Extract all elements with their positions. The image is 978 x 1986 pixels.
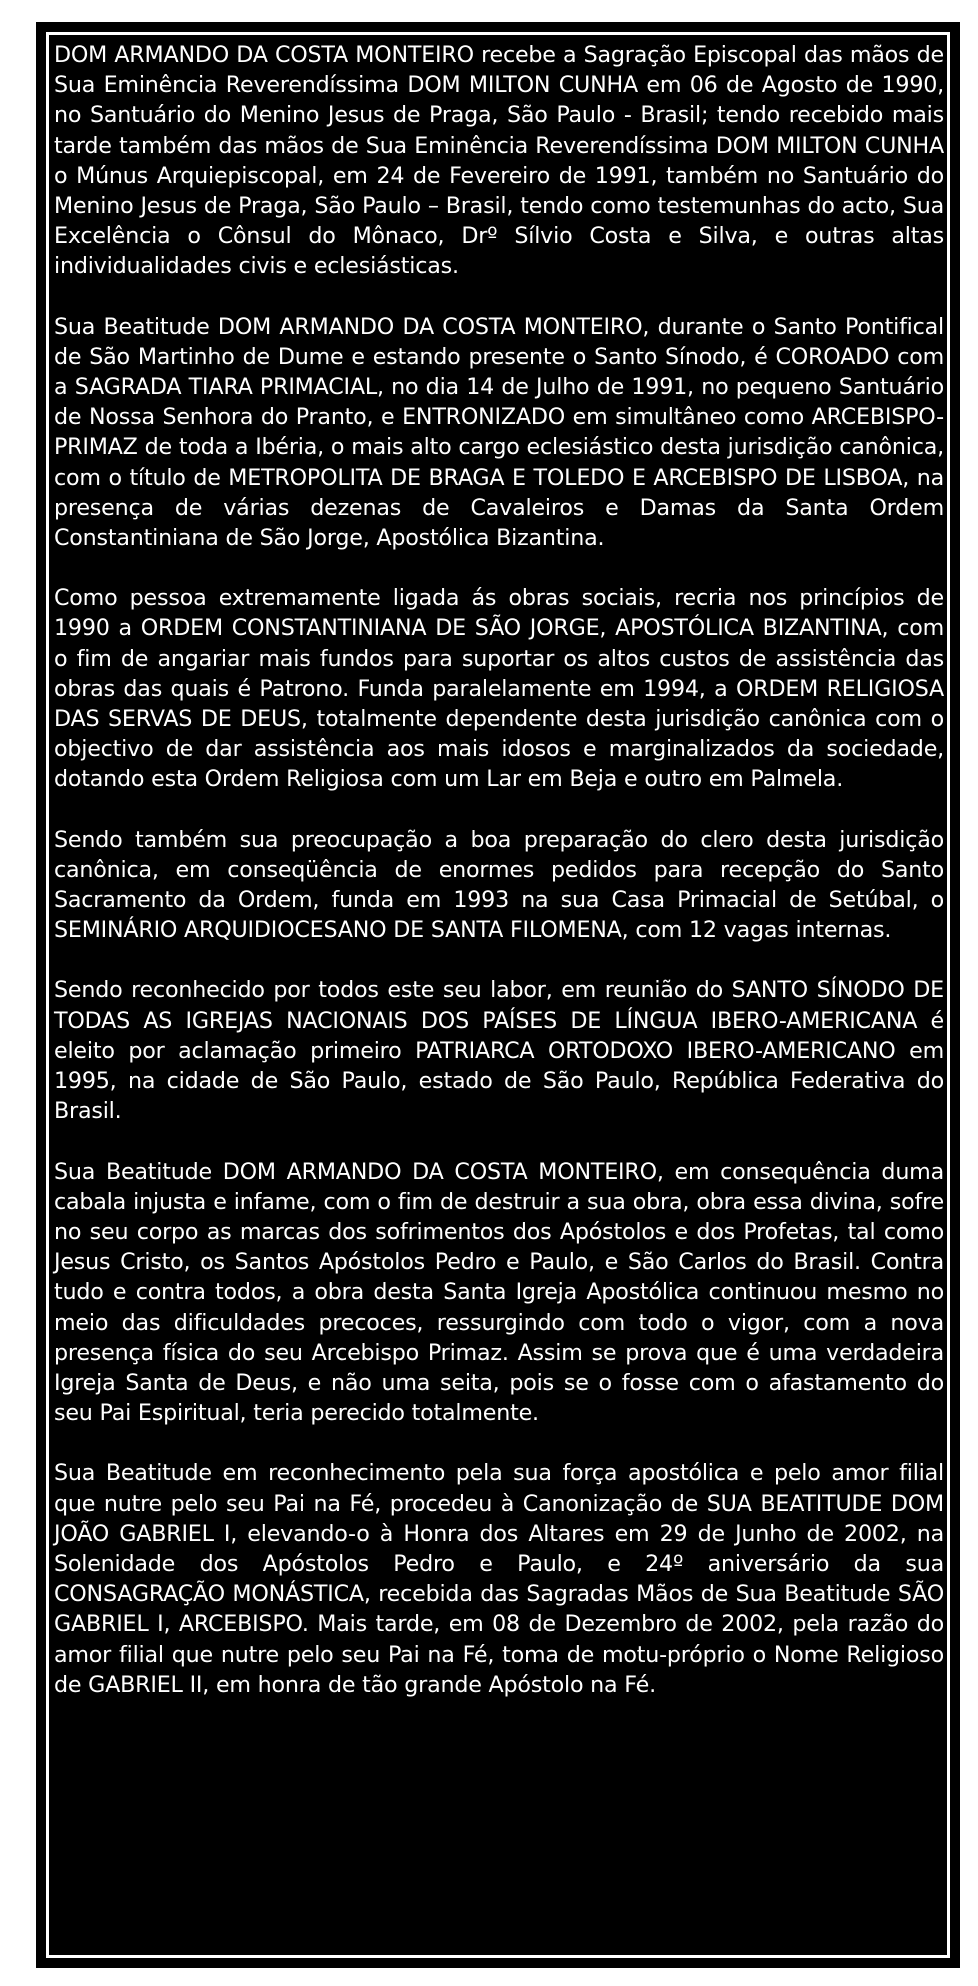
document-panel <box>36 22 960 1968</box>
paragraph-primatial-coronation: Sua Beatitude DOM ARMANDO DA COSTA MONTEIRO, durante o Santo Pontifical de São Martinho de Dume e estando presente o Santo Sínodo, é COROADO com a SAGRADA TIARA PRIMACIAL, no dia 14 de Julho de 1991, no pequeno Santuário de Nossa Senhora do Pranto, e ENTRONIZADO em simultâneo como ARCEBISPO-PRIMAZ de toda a Ibéria, o mais alto cargo eclesiástico desta jurisdição canônica, com o título de METROPOLITA DE BRAGA E TOLEDO E ARCEBISPO DE LISBOA, na presença de várias dezenas de Cavaleiros e Damas da Santa Ordem Constantiniana de São Jorge, Apostólica Bizantina. <box>54 313 944 552</box>
paragraph-persecution: Sua Beatitude DOM ARMANDO DA COSTA MONTEIRO, em consequência duma cabala injusta e infame, com o fim de destruir a sua obra, obra essa divina, sofre no seu corpo as marcas dos sofrimentos dos Apóstolos e dos Profetas, tal como Jesus Cristo, os Santos Apóstolos Pedro e Paulo, e São Carlos do Brasil. Contra tudo e contra todos, a obra desta Santa Igreja Apostólica continuou mesmo no meio das dificuldades precoces, ressurgindo com todo o vigor, com a nova presença física do seu Arcebispo Primaz. Assim se prova que é uma verdadeira Igreja Santa de Deus, e não uma seita, pois se o fosse com o afastamento do seu Pai Espiritual, teria perecido totalmente. <box>54 1158 944 1427</box>
paragraph-social-works: Como pessoa extremamente ligada ás obras sociais, recria nos princípios de 1990 a ORDEM CONSTANTINIANA DE SÃO JORGE, APOSTÓLICA BIZANTINA, com o fim de angariar mais fundos para suportar os altos custos de assistência das obras das quais é Patrono. Funda paralelamente em 1994, a ORDEM RELIGIOSA DAS SERVAS DE DEUS, totalmente dependente desta jurisdição canônica com o objectivo de dar assistência aos mais idosos e marginalizados da sociedade, dotando esta Ordem Religiosa com um Lar em Beja e outro em Palmela. <box>54 585 944 793</box>
paragraph-episcopal-consecration: DOM ARMANDO DA COSTA MONTEIRO recebe a Sagração Episcopal das mãos de Sua Eminência Reverendíssima DOM MILTON CUNHA em 06 de Agosto de 1990, no Santuário do Menino Jesus de Praga, São Paulo - Brasil; tendo recebido mais tarde também das mãos de Sua Eminência Reverendíssima DOM MILTON CUNHA o Múnus Arquiepiscopal, em 24 de Fevereiro de 1991, também no Santuário do Menino Jesus de Praga, São Paulo – Brasil, tendo como testemunhas do acto, Sua Excelência o Cônsul do Mônaco, Drº Sílvio Costa e Silva, e outras altas individualidades civis e eclesiásticas. <box>54 42 944 280</box>
paragraph-seminary: Sendo também sua preocupação a boa preparação do clero desta jurisdição canônica, em conseqüência de enormes pedidos para recepção do Santo Sacramento da Ordem, funda em 1993 na sua Casa Primacial de Setúbal, o SEMINÁRIO ARQUIDIOCESANO DE SANTA FILOMENA, com 12 vagas internas. <box>54 826 944 944</box>
paragraph-canonization: Sua Beatitude em reconhecimento pela sua força apostólica e pelo amor filial que nutre pelo seu Pai na Fé, procedeu à Canonização de SUA BEATITUDE DOM JOÃO GABRIEL I, elevando-o à Honra dos Altares em 29 de Junho de 2002, na Solenidade dos Apóstolos Pedro e Paulo, e 24º aniversário da sua CONSAGRAÇÃO MONÁSTICA, recebida das Sagradas Mãos de Sua Beatitude SÃO GABRIEL I, ARCEBISPO. Mais tarde, em 08 de Dezembro de 2002, pela razão do amor filial que nutre pelo seu Pai na Fé, toma de motu-próprio o Nome Religioso de GABRIEL II, em honra de tão grande Apóstolo na Fé. <box>54 1460 944 1698</box>
paragraph-patriarch-election: Sendo reconhecido por todos este seu labor, em reunião do SANTO SÍNODO DE TODAS AS IGREJAS NACIONAIS DOS PAÍSES DE LÍNGUA IBERO-AMERICANA é eleito por aclamação primeiro PATRIARCA ORTODOXO IBERO-AMERICANO em 1995, na cidade de São Paulo, estado de São Paulo, República Federativa do Brasil. <box>54 977 944 1125</box>
document-body <box>54 40 944 1700</box>
